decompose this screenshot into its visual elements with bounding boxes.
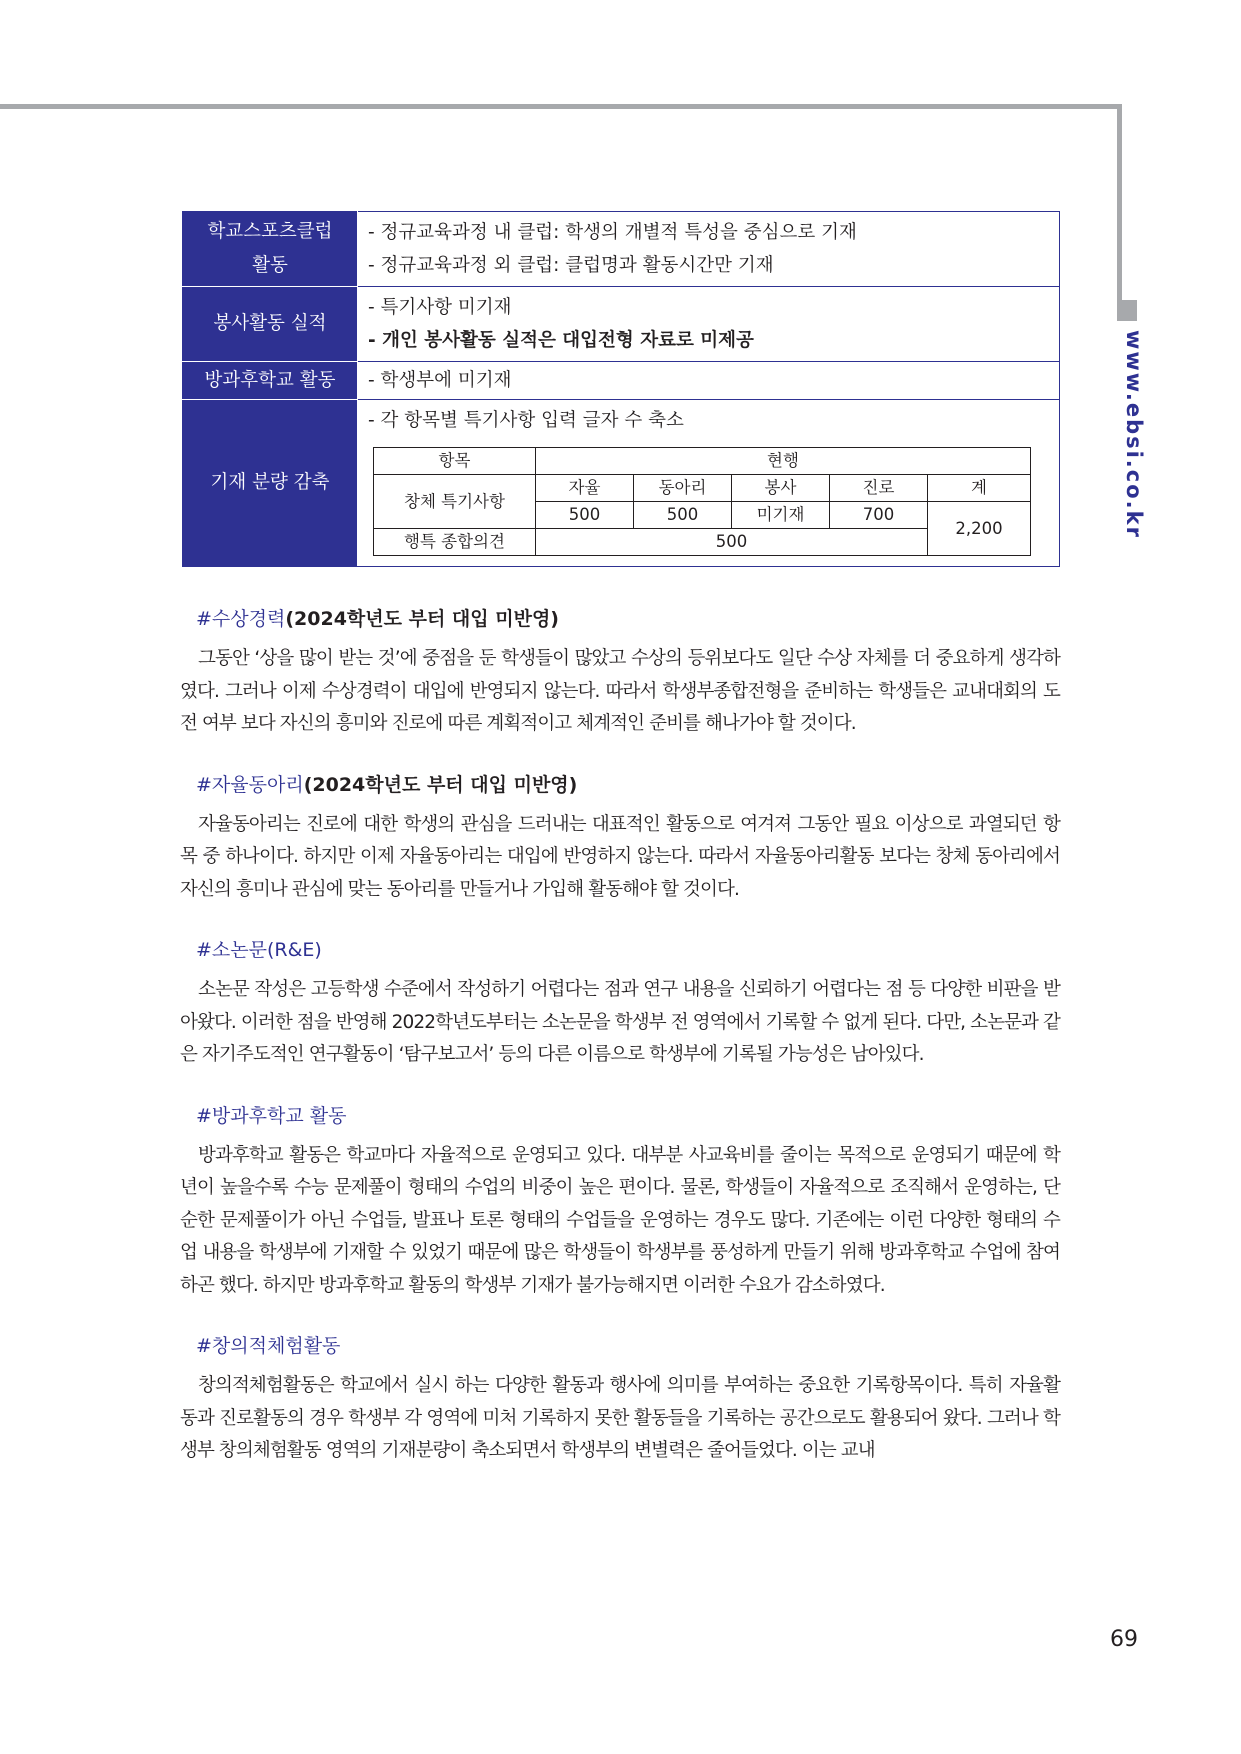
table-cell: 2,200 — [928, 502, 1031, 556]
table-cell: 봉사 — [732, 475, 830, 502]
row-body — [358, 362, 1060, 400]
row-line: - 학생부에 미기재 — [368, 370, 512, 391]
frame-tab-marker — [1117, 300, 1137, 321]
section-heading — [196, 605, 1060, 633]
row-head — [183, 287, 358, 362]
row-head-line: 학교스포츠클럽 — [207, 221, 333, 242]
table-cell: 진로 — [830, 475, 928, 502]
section-note: (2024학년도 부터 대입 미반영) — [285, 608, 559, 630]
section-note: (2024학년도 부터 대입 미반영) — [303, 773, 578, 796]
table-row — [183, 212, 1060, 287]
row-line — [368, 324, 1059, 357]
section-creative — [180, 1332, 1060, 1468]
row-body — [358, 212, 1060, 287]
table-cell: 미기재 — [732, 502, 830, 529]
table-row — [183, 362, 1060, 400]
row-line: - 정규교육과정 내 클럽: 학생의 개별적 특성을 중심으로 기재 — [368, 222, 857, 243]
table-row — [183, 287, 1060, 362]
table-cell: 동아리 — [634, 475, 732, 502]
row-head-line: 활동 — [252, 255, 288, 276]
section-afterschool — [180, 1102, 1060, 1303]
table-row — [183, 400, 1060, 567]
table-cell: 500 — [536, 502, 634, 529]
table-cell: 500 — [634, 502, 732, 529]
row-body — [358, 287, 1060, 362]
table-header: 현행 — [536, 448, 1031, 475]
page-number: 69 — [1110, 1627, 1138, 1652]
table-header: 항목 — [374, 448, 536, 475]
row-body — [358, 400, 1060, 567]
section-awards — [180, 605, 1060, 741]
row-line: - 특기사항 미기재 — [368, 297, 512, 318]
table-cell: 행특 종합의견 — [374, 529, 536, 556]
row-head — [183, 400, 358, 567]
row-head — [183, 362, 358, 400]
row-head-line: 방과후학교 활동 — [204, 369, 336, 391]
row-head — [183, 212, 358, 287]
row-line: - 각 항목별 특기사항 입력 글자 수 축소 — [368, 410, 684, 431]
section-title: #방과후학교 활동 — [196, 1104, 347, 1127]
row-head-line: 기재 분량 감축 — [210, 472, 330, 493]
section-body: 자율동아리는 진로에 대한 학생의 관심을 드러내는 대표적인 활동으로 여겨져 그동안 필요 이상으로 과열되던 항목 중 하나이다. 하지만 이제 자율동아리는 대입에 반영하지 않는다. 따라서 자율동아리활동 보다는 창체 동아리에서 자신의 흥미나 관심에 맞는 동아리를 만들거나 가입해 활동해야 할 것이다. — [180, 813, 1060, 900]
section-heading — [196, 936, 1060, 964]
table-row — [374, 475, 1031, 502]
section-title: #수상경력 — [196, 608, 286, 630]
section-thesis — [180, 936, 1060, 1072]
section-body: 방과후학교 활동은 학교마다 자율적으로 운영되고 있다. 대부분 사교육비를 줄이는 목적으로 운영되기 때문에 학년이 높을수록 수능 문제풀이 형태의 수업의 비중이 높은 편이다. 물론, 학생들이 자율적으로 조직해서 운영하는, 단순한 문제풀이가 아닌 수업들, 발표나 토론 형태의 수업들을 운영하는 경우도 많다. 기존에는 이런 다양한 형태의 수업 내용을 학생부에 기재할 수 있었기 때문에 많은 학생들이 학생부를 풍성하게 만들기 위해 방과후학교 수업에 참여하곤 했다. 하지만 방과후학교 활동의 학생부 기재가 불가능해지면 이러한 수요가 감소하였다. — [180, 1144, 1060, 1296]
row-head-line: 봉사활동 실적 — [213, 313, 327, 334]
section-club — [180, 771, 1060, 907]
frame-right-line — [1117, 104, 1122, 300]
site-url: www.ebsi.co.kr — [1122, 330, 1146, 539]
frame-top-line — [0, 104, 1122, 109]
section-title: #자율동아리 — [196, 773, 304, 796]
row-line: - 정규교육과정 외 클럽: 클럽명과 활동시간만 기재 — [368, 255, 774, 276]
section-heading — [196, 771, 1060, 799]
section-body: 창의적체험활동은 학교에서 실시 하는 다양한 활동과 행사에 의미를 부여하는 중요한 기록항목이다. 특히 자율활동과 진로활동의 경우 학생부 각 영역에 미처 기록하지 못한 활동들을 기록하는 공간으로도 활용되어 왔다. 그러나 학생부 창의체험활동 영역의 기재분량이 축소되면서 학생부의 변별력은 줄어들었다. 이는 교내 — [180, 1375, 1060, 1461]
article-sections — [180, 605, 1060, 1498]
section-heading — [196, 1102, 1060, 1130]
section-title: #소논문(R&E) — [196, 939, 322, 961]
policy-table — [182, 211, 1060, 567]
table-cell: 700 — [830, 502, 928, 529]
table-cell: 계 — [928, 475, 1031, 502]
section-body: 소논문 작성은 고등학생 수준에서 작성하기 어렵다는 점과 연구 내용을 신뢰하기 어렵다는 점 등 다양한 비판을 받아왔다. 이러한 점을 반영해 2022학년도부터는 소논문을 학생부 전 영역에서 기록할 수 없게 된다. 다만, 소논문과 같은 자기주도적인 연구활동이 ‘탐구보고서’ 등의 다른 이름으로 학생부에 기록될 가능성은 남아있다. — [180, 979, 1060, 1065]
section-title: #창의적체험활동 — [196, 1335, 341, 1357]
table-cell: 500 — [536, 529, 928, 556]
table-cell: 창체 특기사항 — [374, 475, 536, 529]
row-line-bold: - 개인 봉사활동 실적은 대입전형 자료로 미제공 — [368, 330, 754, 351]
section-heading — [196, 1332, 1060, 1360]
table-cell: 자율 — [536, 475, 634, 502]
character-limit-table — [373, 447, 1031, 556]
section-body: 그동안 ‘상을 많이 받는 것’에 중점을 둔 학생들이 많았고 수상의 등위보다도 일단 수상 자체를 더 중요하게 생각하였다. 그러나 이제 수상경력이 대입에 반영되지 않는다. 따라서 학생부종합전형을 준비하는 학생들은 교내대회의 도전 여부 보다 자신의 흥미와 진로에 따른 계획적이고 체계적인 준비를 해나가야 할 것이다. — [180, 648, 1060, 734]
table-row — [374, 448, 1031, 475]
